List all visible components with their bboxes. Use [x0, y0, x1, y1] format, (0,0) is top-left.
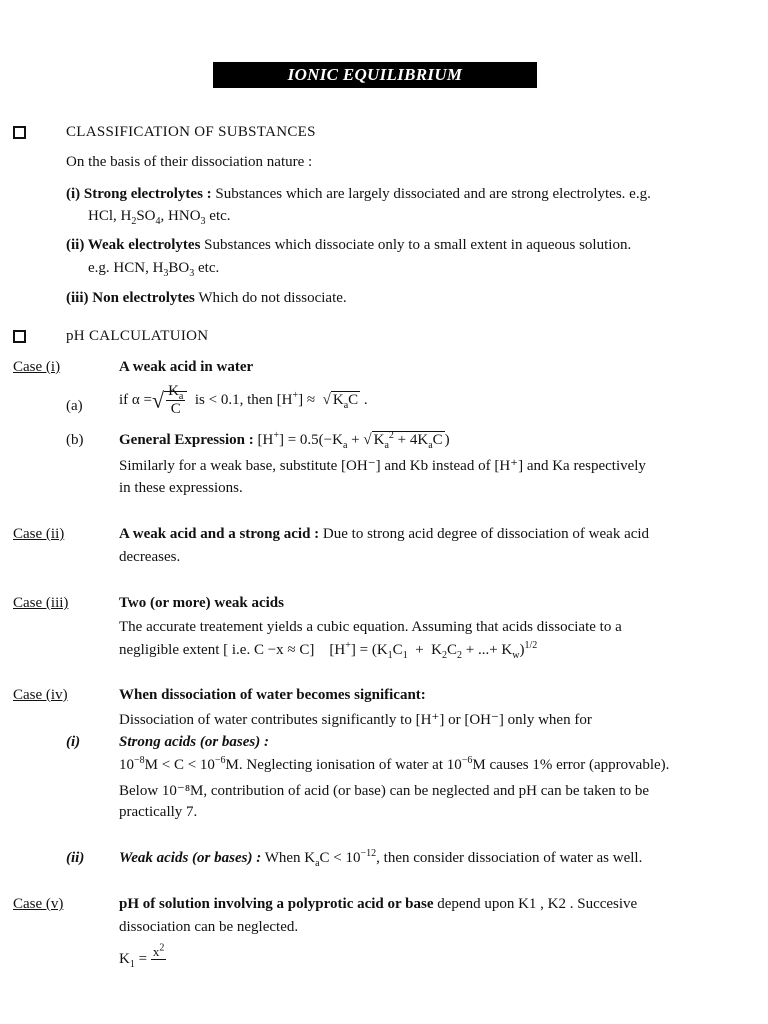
checkbox-bullet-icon: [13, 330, 26, 343]
item-example: e.g. HCN, $H_3BO_3$ etc.: [88, 260, 220, 279]
case-body: The accurate treatement yields a cubic equation. Assuming that acids dissociate to a: [119, 619, 622, 635]
sub-label: (a): [66, 398, 83, 414]
strong-acids-range: $10^{-8}M < C < 10^{-6}M$. Neglecting ionisation of water at $10^{-6}M$ causes 1% error (approvable).: [119, 755, 670, 773]
item-label: (iii) Non electrolytes: [66, 290, 195, 306]
equation-general: General Expression : $[H^+] = 0.5(-K_a$ + √ $K_a^2 + 4K_aC$ ): [119, 430, 450, 451]
title-text: IONIC EQUILIBRIUM: [287, 65, 463, 84]
case-label: Case (ii): [13, 526, 65, 542]
sub-label: (i): [66, 734, 81, 750]
case-title: A weak acid and a strong acid :: [119, 526, 320, 542]
section-heading-ph: pH CALCULATUION: [66, 328, 209, 344]
page-title: [213, 62, 537, 88]
item-text: Which do not dissociate.: [194, 290, 347, 306]
item-example: HCl, $H_2SO_4$, $HNO_3$ etc.: [88, 208, 231, 227]
case-label: Case (v): [13, 896, 64, 912]
case-body-cont: dissociation can be neglected.: [119, 919, 299, 935]
strong-acids-practical: practically 7.: [119, 804, 198, 820]
sub-label: (ii): [66, 850, 85, 866]
case-body-cont: negligible extent [ i.e. C −x ≈ C]: [119, 642, 315, 658]
case-text: [119, 896, 637, 913]
case-title: Two (or more) weak acids: [119, 595, 284, 611]
equation-k1: $K_1$ = $x^2$: [119, 942, 165, 970]
strong-acids-below: Below 10⁻⁸M, contribution of acid (or base) can be neglected and pH can be taken to be: [119, 783, 650, 799]
case-body-cont: decreases.: [119, 549, 181, 565]
case-label: Case (i): [13, 359, 61, 375]
item-text: Substances which are largely dissociated and are strong electrolytes. e.g.: [211, 186, 651, 202]
case-label: Case (iv): [13, 687, 68, 703]
item-text: Substances which dissociate only to a small extent in aqueous solution.: [200, 237, 632, 253]
case-title: A weak acid in water: [119, 359, 254, 375]
weak-base-note: Similarly for a weak base, substitute [OH⁻] and Kb instead of [H⁺] and Ka respectively: [119, 458, 646, 474]
case-title: pH of solution involving a polyprotic acid or base: [119, 896, 434, 912]
sub-label: (b): [66, 432, 84, 448]
case-title: When dissociation of water becomes significant:: [119, 687, 426, 703]
weak-base-note-cont: in these expressions.: [119, 480, 243, 496]
classification-intro: On the basis of their dissociation nature :: [66, 154, 313, 170]
equation-alpha: if α =√ $\frac{K_a}{C}$ is < 0.1, then [H+] ≈ √ $K_aC$ .: [119, 383, 368, 417]
case-body-equation: negligible extent [ i.e. C −x ≈ C] $[H^+] = (K_1C_1 + K_2C_2$ + ...+ $K_w)^{1/2}$: [119, 640, 538, 661]
case-body: Due to strong acid degree of dissociation of weak acid: [319, 526, 650, 542]
case-label: Case (iii): [13, 595, 69, 611]
item-label: (i) Strong electrolytes :: [66, 186, 212, 202]
case-text: [119, 526, 649, 543]
checkbox-bullet-icon: [13, 126, 26, 139]
case-body: depend upon K1 , K2 . Succesive: [433, 896, 638, 912]
general-expression-title: General Expression :: [119, 432, 254, 448]
section-heading-classification: CLASSIFICATION OF SUBSTANCES: [66, 124, 316, 140]
sub-title: [119, 734, 269, 751]
item-strong-electrolytes: [66, 186, 651, 203]
weak-acids-line: Weak acids (or bases) : When $K_aC < 10^{-12}$, then consider dissociation of water as well.: [119, 848, 643, 869]
strong-acids-title: Strong acids (or bases) :: [119, 734, 270, 750]
item-weak-electrolytes: [66, 237, 631, 254]
item-non-electrolytes: [66, 290, 347, 307]
item-label: (ii) Weak electrolytes: [66, 237, 201, 253]
case-body: Dissociation of water contributes significantly to [H⁺] or [OH⁻] only when for: [119, 712, 592, 728]
weak-acids-title: Weak acids (or bases) :: [119, 850, 262, 866]
